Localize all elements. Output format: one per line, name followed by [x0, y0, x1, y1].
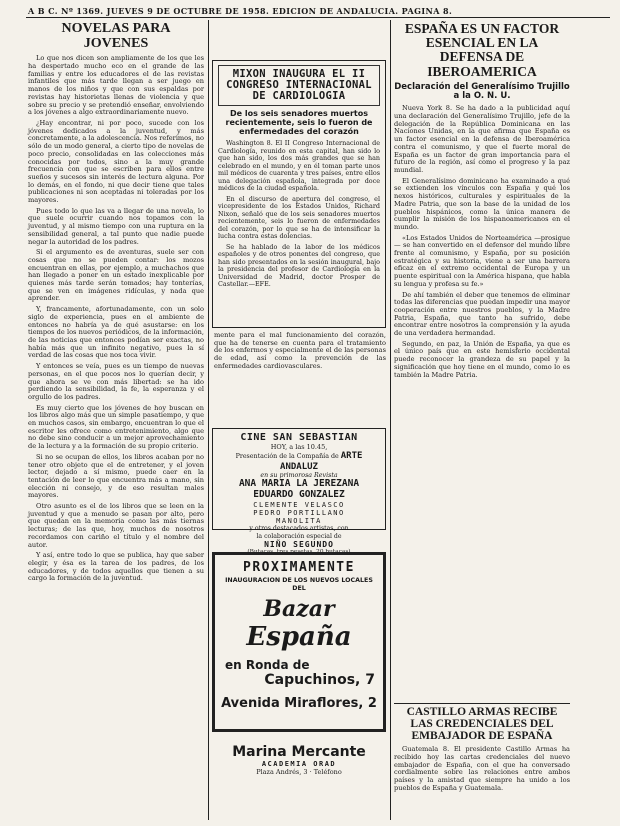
bazar-address-2: Avenida Miraflores, 2 — [221, 696, 377, 711]
header-rule — [26, 17, 610, 18]
article-title-castillo: CASTILLO ARMAS RECIBE LAS CREDENCIALES DEL EMBAJADOR DE ESPAÑA — [406, 706, 558, 743]
right-bottom-rule — [394, 703, 570, 704]
mid-text-block — [214, 332, 386, 378]
article-paragraph: Y entonces se veía, pues es un tiempo de nuevas personas, en el que pocos nos lo querían decir, y que ahora se ve con más libertad: se ha ido perdiendo la sensibilidad, la fe, la esperanza y el orgullo de los padres. — [28, 362, 204, 401]
right-column — [394, 22, 570, 820]
bazar-kicker: PROXIMAMENTE — [243, 560, 355, 575]
column-rule-1 — [208, 20, 209, 820]
bazar-ad-box — [212, 552, 386, 732]
article-paragraph: Lo que nos dicen son ampliamente de los que les ha despertado mucho eco en el grande de las familias y entre los educadores el de las revistas infantiles que más tarde llegan a ser juego en manos de los niños y que con sus espaldas por revistas hay historietas llenas de violencia y que sobre su precio y se pretendió enseñar, envolviendo a los jóvenes a algo extraordinariamente nuevo. — [28, 54, 204, 117]
article-paragraph: Washington 8. El II Congreso Internacional de Cardiología, reunido en esta capital, han sido lo que han sido, los dos más grandes que se han celebrado en el mundo, y en él toman parte unos mil médicos de cuarenta y tres países, entre ellos una delegación española, integrada por doce médicos de la ciudad española. — [218, 139, 380, 193]
cinema-time: HOY, a las 10.45, — [270, 443, 328, 451]
cinema-cast-2: PEDRO PORTILLANO — [253, 509, 345, 518]
bazar-brand — [219, 596, 379, 652]
article-paragraph: Guatemala 8. El presidente Castillo Armas ha recibido hoy las cartas credenciales del nuevo embajador de España, con el que ha conversado cordialmente sobre las relaciones entre ambos países y la amistad que siempre ha unido a los pueblos de España y Guatemala. — [394, 745, 570, 792]
bazar-brand-name: España — [246, 622, 352, 652]
bazar-brand-prefix: Bazar — [263, 596, 335, 622]
article-subhead-trujillo: Declaración del Generalísimo Trujillo a la O. N. U. — [394, 81, 570, 102]
page-header: A B C. Nº 1369. JUEVES 9 DE OCTUBRE DE 1958. EDICION DE ANDALUCIA. PAGINA 8. — [28, 6, 453, 16]
cinema-star-1: ANA MARIA LA JEREZANA — [238, 478, 360, 490]
column-rule-2 — [390, 20, 391, 820]
article-title-espana: ESPAÑA ES UN FACTOR ESENCIAL EN LA DEFENSA DE IBEROAMERICA — [404, 21, 560, 79]
cinema-presentation — [217, 451, 381, 472]
article-paragraph: Se ha hablado de la labor de los médicos españoles y de otros ponentes del congreso, que han sido presentados en la sesión inaugural, bajo la presidencia del profesor de Cardiología en la Universidad de Madrid, doctor Prosper de Castellar.—EFE. — [218, 242, 380, 289]
cinema-cast-1: CLEMENTE VELASCO — [253, 501, 345, 510]
article-paragraph: Si el argumento es de aventuras, suele ser con cosas que no se pueden contar: los mozos encuentran en ellas, por ejemplo, a muchachos que han llegado a poner en un estado inexplicable por quienes más tarde serán tomados; hay tonterías, que se ven en imágenes ridículas, y nada que aprender. — [28, 248, 204, 303]
article-title-novelas: NOVELAS PARA JOVENES — [61, 21, 171, 51]
congress-body — [218, 140, 380, 289]
article-paragraph: Y así, entre todo lo que se publica, hay que saber elegir, y ésa es la tarea de los padres, de los educadores, y de todos aquellos que tienen a su cargo la formación de la juventud. — [28, 551, 204, 583]
marina-ad — [212, 744, 386, 804]
cinema-company: ARTE ANDALUZ — [280, 451, 363, 472]
article-paragraph: Otro asunto es el de los libros que se leen en la juventud y que a menudo se pasan por alto, pero que quedan en la memoria como las más tiernas lecturas; de las que, hoy, muchos de nosotros recordamos con cariño el título y el nombre del autor. — [28, 502, 204, 549]
cinema-others: y otros destacados artistas, con — [249, 525, 349, 533]
marina-address: Plaza Andrés, 3 · Teléfono — [256, 768, 342, 776]
article-paragraph: ¿Hay encontrar, ni por poco, sucede con los jóvenes dedicados a la juventud, y más concretamente, a la adolescencia. Nos referimos, no sólo de un modo general, a cierto tipo de novelas de poco precio, consolidadas en las colecciones más conocidas por todos, sino a la muy grande frecuencia con que se escriben para ellos entre sueños y sucesos sin interés de lectura alguna. Por lo demás, en el fondo, ni que decir tiene que tales publicaciones ni son aceptadas ni toleradas por los mayores. — [28, 119, 204, 205]
bazar-address-1-pre: en Ronda de — [225, 658, 310, 672]
right-bottom-article — [394, 706, 570, 820]
cinema-star-2: EDUARDO GONZALEZ — [253, 489, 345, 501]
congress-headline: MIXON INAUGURA EL II CONGRESO INTERNACIONAL DE CARDIOLOGIA — [218, 65, 380, 106]
article-paragraph: mente para el mal funcionamiento del corazón, que ha de tenerse en cuenta para el tratamiento de los enfermos y especialmente el de las personas de edad, así como la prevención de las enfermedades cardiovasculares. — [214, 331, 386, 370]
article-paragraph: En el discurso de apertura del congreso, el vicepresidente de los Estados Unidos, Richard Nixon, señaló que de los seis senadores muertos recientemente, seis lo fueron de enfermedades del corazón, por lo que se ha de intensificar la lucha contra estas dolencias. — [218, 194, 380, 241]
left-column — [28, 22, 204, 820]
article-paragraph: El Generalísimo dominicano ha examinado a qué se extienden los vínculos con España y qué los nexos históricos, culturales y espirituales de la Madre Patria, que son la base de la unidad de los pueblos hispánicos, como la única manera de cumplir la misión de los hispanoamericanos en el mundo. — [394, 176, 570, 231]
article-paragraph: Segundo, en paz, la Unión de España, ya que es el único país que en este hemisferio occidental puede reconocer la grandeza de su papel y la significación que hoy tiene en el mundo, como lo es también la Madre Patria. — [394, 339, 570, 379]
cinema-presentation-text: Presentación de la Compañía de — [235, 453, 339, 461]
cinema-guest: NIÑO SEGUNDO — [264, 539, 334, 549]
cinema-title: CINE SAN SEBASTIAN — [240, 432, 358, 443]
cinema-cast-3: MANOLITA — [276, 517, 322, 526]
marina-title: Marina Mercante — [232, 744, 366, 760]
bazar-address-1: Capuchinos, 7 — [264, 672, 375, 688]
cinema-revue: en su primorosa Revista — [260, 472, 338, 480]
article-paragraph: De ahí también el deber que tenemos de eliminar todas las diferencias que puedan impedir una mayor cooperación entre nuestros pueblos, y la Madre Patria, España, que tanto ha sufrido, debe encontrar entre nosotros la comprensión y la ayuda de una verdadera hermandad. — [394, 290, 570, 338]
congress-subhead: De los seis senadores muertos recientemente, seis lo fueron de enfermedades del corazón — [225, 109, 373, 136]
marina-academy: ACADEMIA ORAD — [261, 760, 337, 768]
bazar-opening: INAUGURACION DE LOS NUEVOS LOCALES DEL — [225, 577, 373, 592]
article-paragraph: Es muy cierto que los jóvenes de hoy buscan en los libros algo más que un simple pasatiempo, y que en muchos casos, sin embargo, encuentran lo que el escritor les ofrece como entretenimiento, algo que no debe sino conducir a un mejor aprovechamiento de la lectura y a la formación de su propio criterio. — [28, 403, 204, 451]
article-paragraph: «Los Estados Unidos de Norteamérica —prosigue— se han convertido en el defensor del mundo libre frente al comunismo, y España, por su posición estratégica y su historia, viene a ser una barrera eficaz en el extremo occidental de Europa y un puente espiritual con la América hispana, que habla su lengua y profesa su fe.» — [394, 233, 570, 288]
article-paragraph: Y, francamente, afortunadamente, con un solo siglo de experiencia, pues en el ambiente de entonces no habría ya de qué asustarse: en los tiempos de los nuevos periódicos, de la información, de las noticias que entonces podían ser exactas, no había más que un infinito negativo, pues la sí verdad de las cosas que nos toca vivir. — [28, 305, 204, 360]
cinema-collab: la colaboración especial de — [256, 532, 342, 540]
congress-article-box — [212, 60, 386, 328]
article-paragraph: Pues todo lo que las va a llegar de una novela, lo que suele ocurrir cuando nos topamos con la juventud, y al mismo tiempo con una ruptura en la sensibilidad general, a tal punto que nadie puede negar la autoridad de los padres. — [28, 206, 204, 246]
article-paragraph: Si no se ocupan de ellos, los libros acaban por no tener otro objeto que el de entretener, y el joven lector, dejado a sí mismo, puede caer en la tentación de leer lo que encuentra más a mano, sin elección ni consejo, y de eso resultan males mayores. — [28, 452, 204, 500]
cinema-ad-box — [212, 428, 386, 549]
article-paragraph: Nueva York 8. Se ha dado a la publicidad aquí una declaración del Generalísimo Trujillo, jefe de la delegación de la República Dominicana en las Naciones Unidas, en la que afirma que España es un factor esencial en la defensa de Iberoamérica contra el comunismo, y que el fuerte moral de España es un factor de gran importancia para el futuro de la región, así como el progreso y la paz mundial. — [394, 104, 570, 174]
